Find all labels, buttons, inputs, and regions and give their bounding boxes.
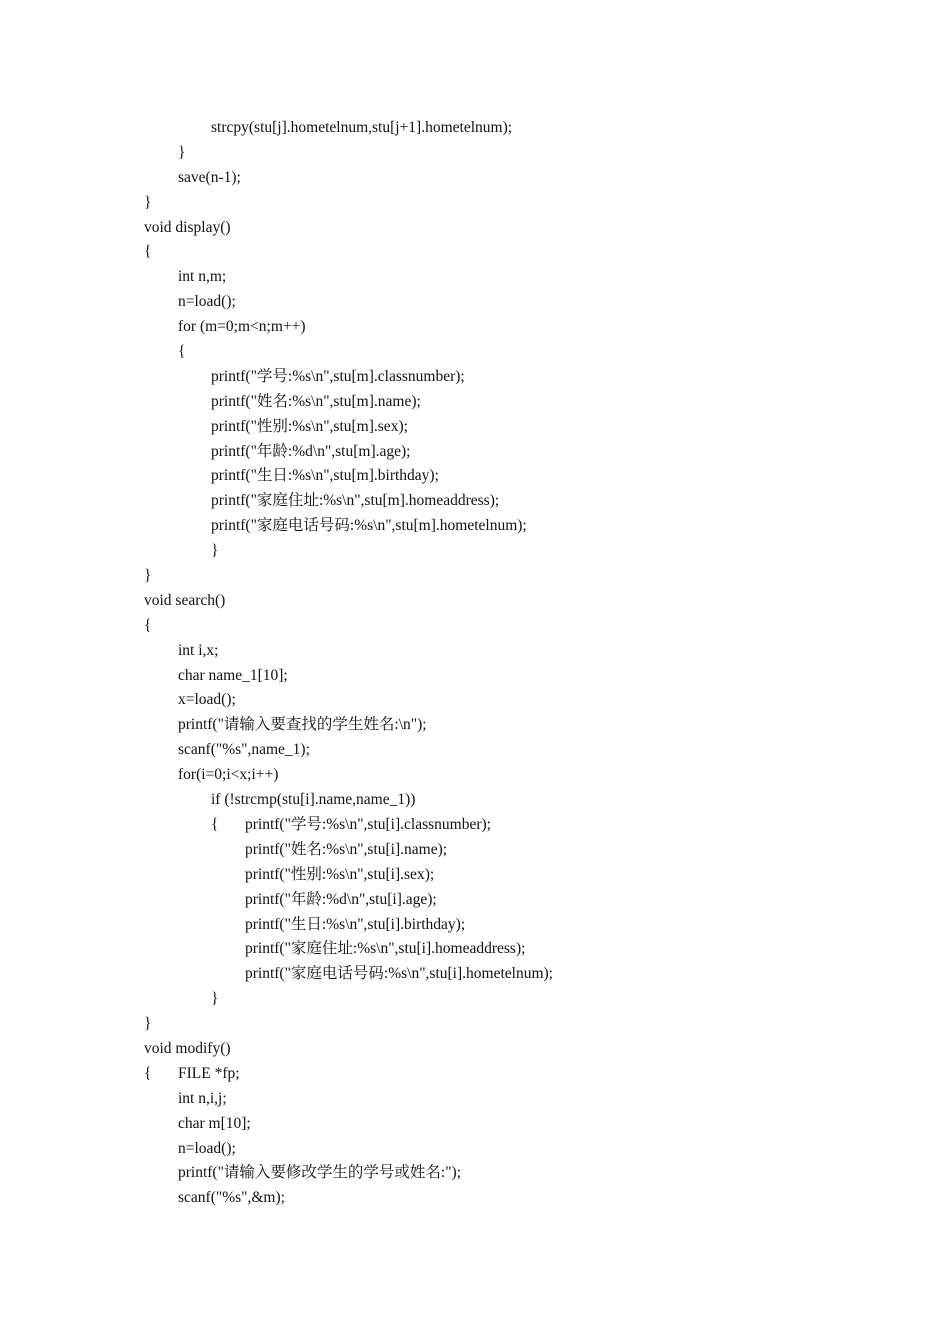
code-text: for (m=0;m<n;m++) [178, 318, 306, 336]
code-line [0, 888, 950, 913]
code-line [0, 315, 950, 340]
code-text: strcpy(stu[j].hometelnum,stu[j+1].hometelnum); [211, 119, 513, 136]
code-text: printf("姓名:%s\n",stu[i].name); [245, 840, 448, 858]
code-line [0, 937, 950, 962]
code-line [0, 340, 950, 365]
code-line [0, 514, 950, 539]
code-line [0, 688, 950, 713]
code-line [0, 813, 950, 838]
code-line [0, 664, 950, 689]
code-line [0, 838, 950, 863]
code-line [0, 788, 950, 813]
code-line [0, 763, 950, 788]
code-line [0, 440, 950, 465]
code-line [0, 1087, 950, 1112]
code-text: printf("年龄:%d\n",stu[m].age); [211, 442, 411, 460]
code-line [0, 265, 950, 290]
code-line [0, 1112, 950, 1137]
code-line [0, 390, 950, 415]
code-line [0, 614, 950, 639]
code-text: x=load(); [178, 691, 236, 709]
code-line [0, 216, 950, 241]
code-line [0, 1186, 950, 1211]
code-text: { [178, 343, 186, 361]
code-text: printf("家庭电话号码:%s\n",stu[i].hometelnum); [245, 965, 553, 983]
code-text: for(i=0;i<x;i++) [178, 766, 279, 784]
code-text: } [211, 542, 219, 560]
code-line [0, 191, 950, 216]
code-text: int n,m; [178, 268, 227, 286]
code-text: printf("家庭住址:%s\n",stu[i].homeaddress); [245, 940, 526, 958]
code-line [0, 290, 950, 315]
code-line [0, 464, 950, 489]
code-text: } [144, 1015, 152, 1033]
code-text: save(n-1); [178, 168, 241, 186]
code-text: if (!strcmp(stu[i].name,name_1)) [211, 791, 416, 809]
code-text: } [144, 567, 152, 585]
code-line [0, 738, 950, 763]
code-line [0, 1137, 950, 1162]
code-text: printf("生日:%s\n",stu[i].birthday); [245, 915, 466, 933]
code-line [0, 564, 950, 589]
code-text: { [211, 815, 219, 833]
code-text: { [144, 1064, 152, 1082]
code-text: printf("姓名:%s\n",stu[m].name); [211, 392, 421, 410]
code-line [0, 713, 950, 738]
code-line [0, 589, 950, 614]
code-line [0, 1037, 950, 1062]
code-text: printf("学号:%s\n",stu[m].classnumber); [211, 367, 465, 385]
code-line [0, 415, 950, 440]
code-line [0, 1012, 950, 1037]
code-text: void modify() [144, 1039, 231, 1057]
code-text: char m[10]; [178, 1114, 251, 1132]
code-text: printf("生日:%s\n",stu[m].birthday); [211, 467, 439, 485]
code-text: printf("年龄:%d\n",stu[i].age); [245, 890, 437, 908]
code-line [0, 1161, 950, 1186]
code-text: int i,x; [178, 641, 219, 659]
code-text: { [144, 243, 152, 261]
code-text: n=load(); [178, 293, 236, 311]
code-text: printf("家庭电话号码:%s\n",stu[m].hometelnum); [211, 517, 527, 535]
code-text: { [144, 616, 152, 634]
code-line [0, 365, 950, 390]
code-text: FILE *fp; [178, 1064, 240, 1082]
code-text: printf("学号:%s\n",stu[i].classnumber); [245, 815, 491, 833]
code-listing [0, 116, 950, 1211]
code-line [0, 639, 950, 664]
code-text: printf("请输入要查找的学生姓名:\n"); [178, 716, 427, 734]
code-text: void display() [144, 218, 231, 236]
code-line [0, 987, 950, 1012]
code-text: char name_1[10]; [178, 666, 288, 684]
code-line [0, 489, 950, 514]
code-text: } [144, 193, 152, 211]
code-line [0, 913, 950, 938]
code-line [0, 863, 950, 888]
code-line [0, 539, 950, 564]
code-text: scanf("%s",&m); [178, 1189, 285, 1207]
code-text: } [178, 143, 186, 161]
code-line [0, 141, 950, 166]
code-text: void search() [144, 591, 226, 609]
code-line [0, 116, 950, 141]
code-text: printf("请输入要修改学生的学号或姓名:"); [178, 1164, 462, 1182]
code-text: printf("性别:%s\n",stu[i].sex); [245, 865, 435, 883]
code-text: int n,i,j; [178, 1089, 227, 1107]
code-text: n=load(); [178, 1139, 236, 1157]
code-line [0, 166, 950, 191]
code-line [0, 240, 950, 265]
code-text: printf("家庭住址:%s\n",stu[m].homeaddress); [211, 492, 500, 510]
code-text: scanf("%s",name_1); [178, 741, 310, 759]
code-text: printf("性别:%s\n",stu[m].sex); [211, 417, 408, 435]
code-line [0, 1062, 950, 1087]
code-line [0, 962, 950, 987]
code-text: } [211, 990, 219, 1008]
